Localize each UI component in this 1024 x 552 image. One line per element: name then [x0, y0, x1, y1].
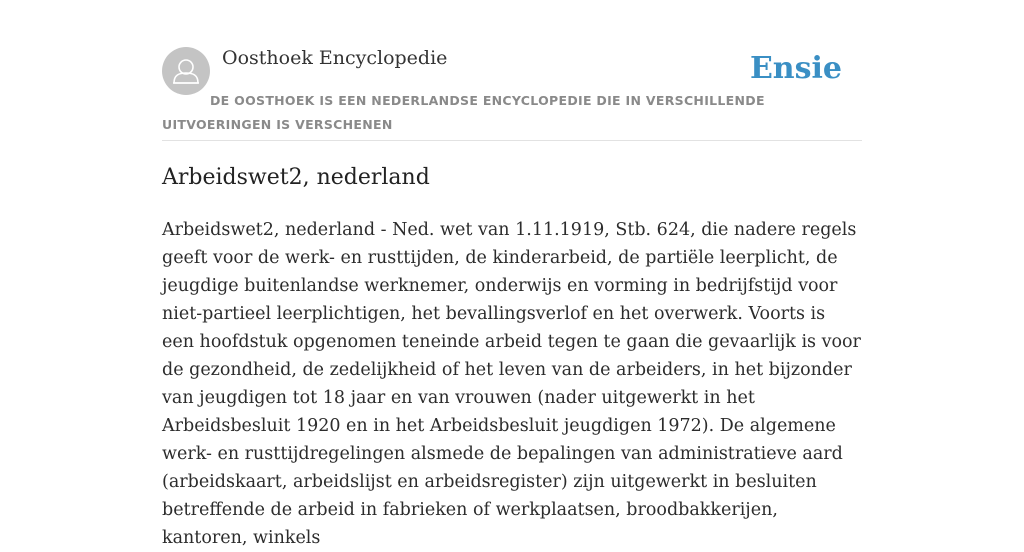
source-header [162, 46, 862, 141]
source-description: DE OOSTHOEK IS EEN NEDERLANDSE ENCYCLOPEDIE DIE IN VERSCHILLENDE UITVOERINGEN IS VERSCHENEN [162, 93, 765, 132]
source-name-link[interactable]: Oosthoek Encyclopedie [222, 47, 448, 69]
user-placeholder-icon [162, 47, 210, 95]
ensie-logo[interactable]: Ensie [749, 51, 842, 86]
article-title: Arbeidswet2, nederland [162, 165, 430, 190]
article-body: Arbeidswet2, nederland - Ned. wet van 1.11.1919, Stb. 624, die nadere regels geeft voor de werk- en rusttijden, de kinderarbeid, de partiële leerplicht, de jeugdige buitenlandse werknemer, onderwijs en vorming in bedrijfstijd voor niet-partieel leerplichtigen, het bevallingsverlof en het overwerk. Voorts is een hoofdstuk opgenomen teneinde arbeid tegen te gaan die gevaarlijk is voor de gezondheid, de zedelijkheid of het leven van de arbeiders, in het bijzonder van jeugdigen tot 18 jaar en van vrouwen (nader uitgewerkt in het Arbeidsbesluit 1920 en in het Arbeidsbesluit jeugdigen 1972). De algemene werk- en rusttijdregelingen alsmede de bepalingen van administratieve aard (arbeidskaart, arbeidslijst en arbeidsregister) zijn uitgewerkt in besluiten betreffende de arbeid in fabrieken of werkplaatsen, broodbakkerijen, kantoren, winkels [162, 220, 861, 548]
source-avatar[interactable] [162, 47, 210, 95]
